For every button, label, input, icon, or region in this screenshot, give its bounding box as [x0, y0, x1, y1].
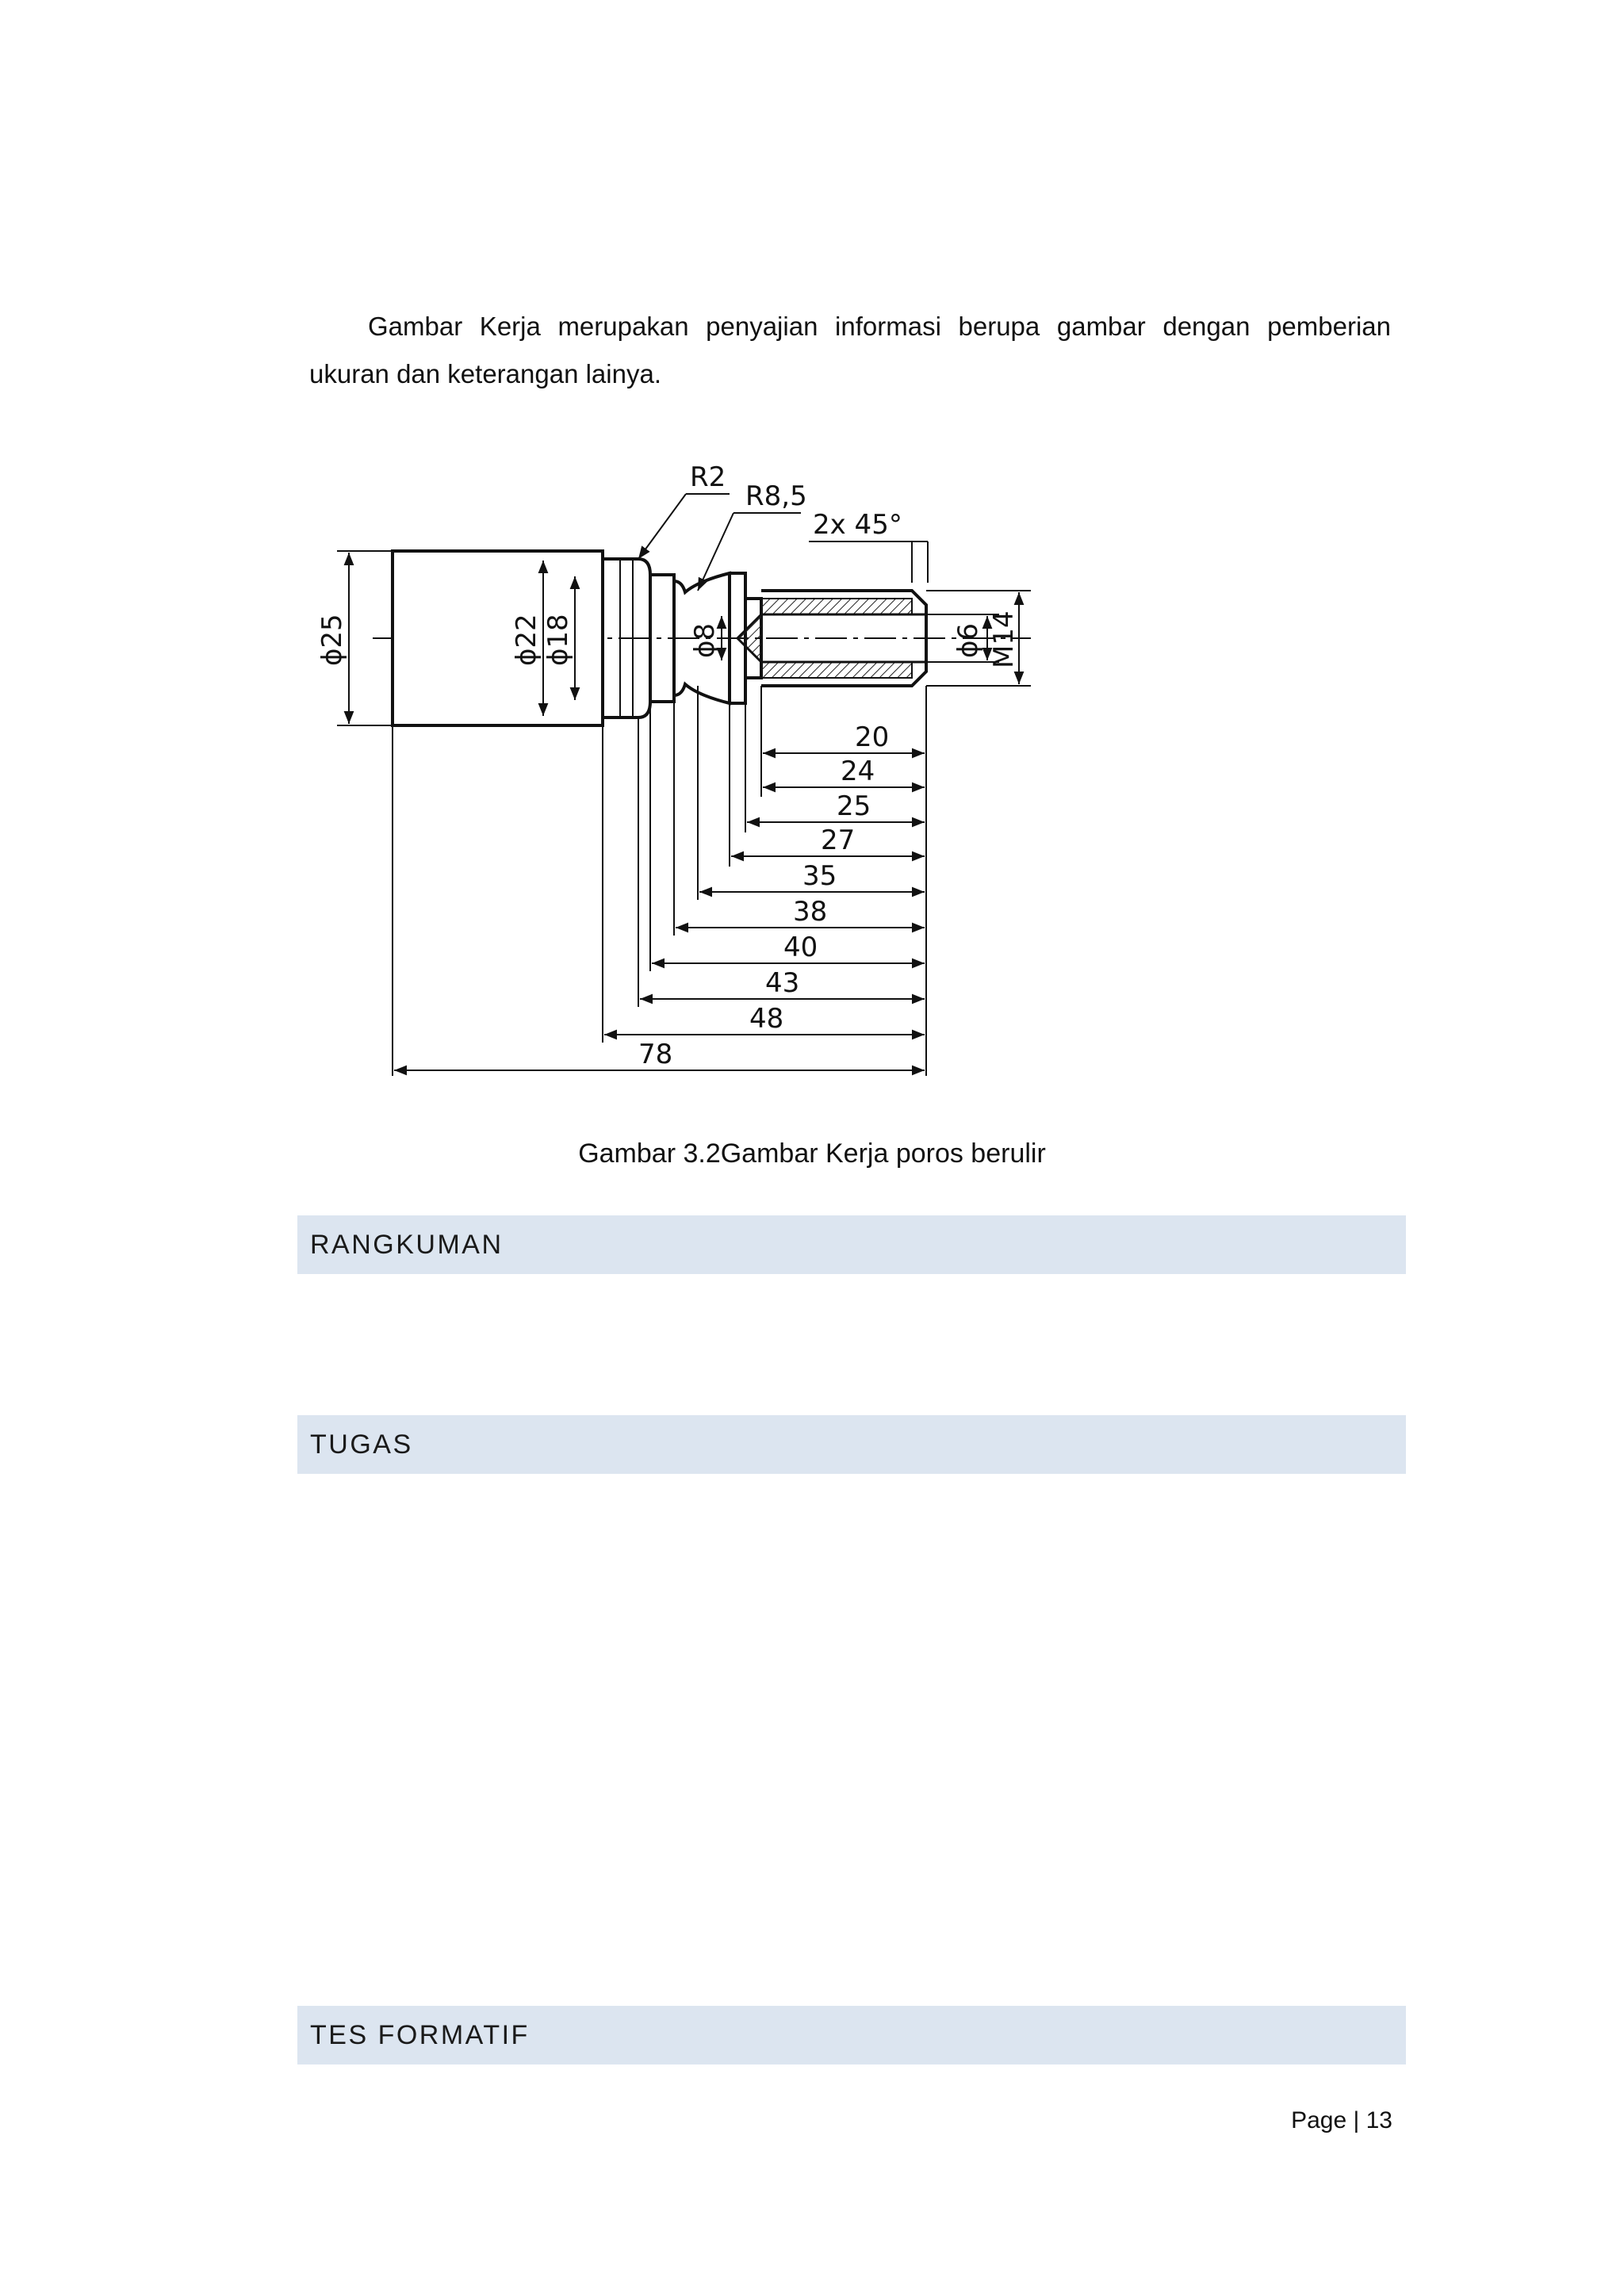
length-label: 48: [749, 1003, 784, 1035]
length-label: 43: [765, 967, 800, 999]
label-d25: ϕ25: [316, 614, 348, 666]
length-label: 27: [821, 825, 856, 856]
length-label: 38: [793, 896, 828, 928]
page-number: Page | 13: [1291, 2107, 1392, 2133]
length-label: 20: [855, 721, 890, 753]
length-label: 24: [841, 756, 875, 787]
length-label: 40: [783, 932, 818, 963]
label-chamfer: 2x 45°: [813, 509, 902, 541]
section-header-tes-formatif: TES FORMATIF: [297, 2006, 1406, 2064]
length-label: 25: [837, 790, 871, 822]
label-d6: ϕ6: [952, 622, 984, 658]
label-m14: M14: [988, 610, 1020, 668]
figure-caption: Gambar 3.2Gambar Kerja poros berulir: [578, 1138, 1046, 1169]
label-d22: ϕ22: [511, 614, 542, 666]
length-label: 78: [638, 1039, 673, 1070]
label-r2: R2: [690, 461, 726, 493]
label-d8: ϕ8: [689, 622, 721, 658]
shaft-technical-drawing: [301, 448, 1063, 1082]
length-label: 35: [802, 860, 837, 892]
section-header-rangkuman: RANGKUMAN: [297, 1215, 1406, 1274]
intro-paragraph: Gambar Kerja merupakan penyajian informasi berupa gambar dengan pemberian ukuran dan keterangan lainya.: [309, 312, 1391, 388]
length-dimensions: [393, 686, 926, 1076]
label-d18: ϕ18: [542, 614, 574, 666]
section-header-tugas: TUGAS: [297, 1415, 1406, 1474]
label-r85: R8,5: [745, 480, 807, 512]
